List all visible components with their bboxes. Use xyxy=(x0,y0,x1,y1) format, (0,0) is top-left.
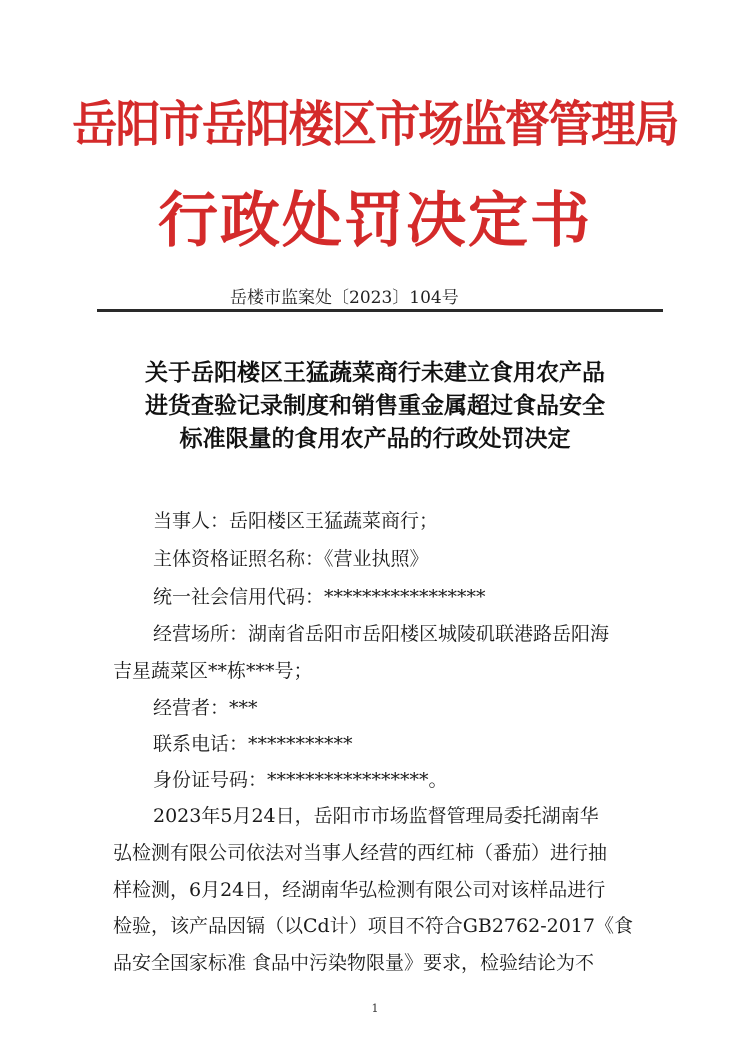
paragraph-line: 2023年5月24日，岳阳市市场监督管理局委托湖南华 xyxy=(153,805,599,827)
subject-title xyxy=(100,356,650,455)
document-number: 岳楼市监案处〔2023〕104号 xyxy=(230,288,459,308)
header-divider xyxy=(97,309,663,312)
id-number-line: 身份证号码：*****************。 xyxy=(153,769,448,791)
paragraph-line: 弘检测有限公司依法对当事人经营的西红柿（番茄）进行抽 xyxy=(113,842,608,864)
paragraph-line: 样检测，6月24日，经湖南华弘检测有限公司对该样品进行 xyxy=(113,879,606,901)
page-number: 1 xyxy=(371,1002,379,1015)
paragraph-line: 品安全国家标准 食品中污染物限量》要求，检验结论为不 xyxy=(113,952,595,974)
subject-title-line: 标准限量的食用农产品的行政处罚决定 xyxy=(179,425,571,452)
credit-code-line: 统一社会信用代码：***************** xyxy=(153,586,486,608)
business-address-line: 经营场所：湖南省岳阳市岳阳楼区城陵矶联港路岳阳海 xyxy=(153,623,610,645)
subject-title-line: 进货查验记录制度和销售重金属超过食品安全 xyxy=(145,392,605,419)
business-address-continued-line: 吉星蔬菜区**栋***号； xyxy=(113,660,313,682)
document-type-title: 行政处罚决定书 xyxy=(158,186,592,256)
operator-line: 经营者：*** xyxy=(153,697,258,719)
paragraph-line: 检验，该产品因镉（以Cd计）项目不符合GB2762-2017《食 xyxy=(113,915,633,937)
phone-line: 联系电话：*********** xyxy=(153,733,353,755)
license-name-line: 主体资格证照名称：《营业执照》 xyxy=(153,548,429,570)
subject-title-line: 关于岳阳楼区王猛蔬菜商行未建立食用农产品 xyxy=(145,359,605,386)
issuing-organization: 岳阳市岳阳楼区市场监督管理局 xyxy=(72,96,678,153)
party-line: 当事人：岳阳楼区王猛蔬菜商行； xyxy=(153,510,439,532)
